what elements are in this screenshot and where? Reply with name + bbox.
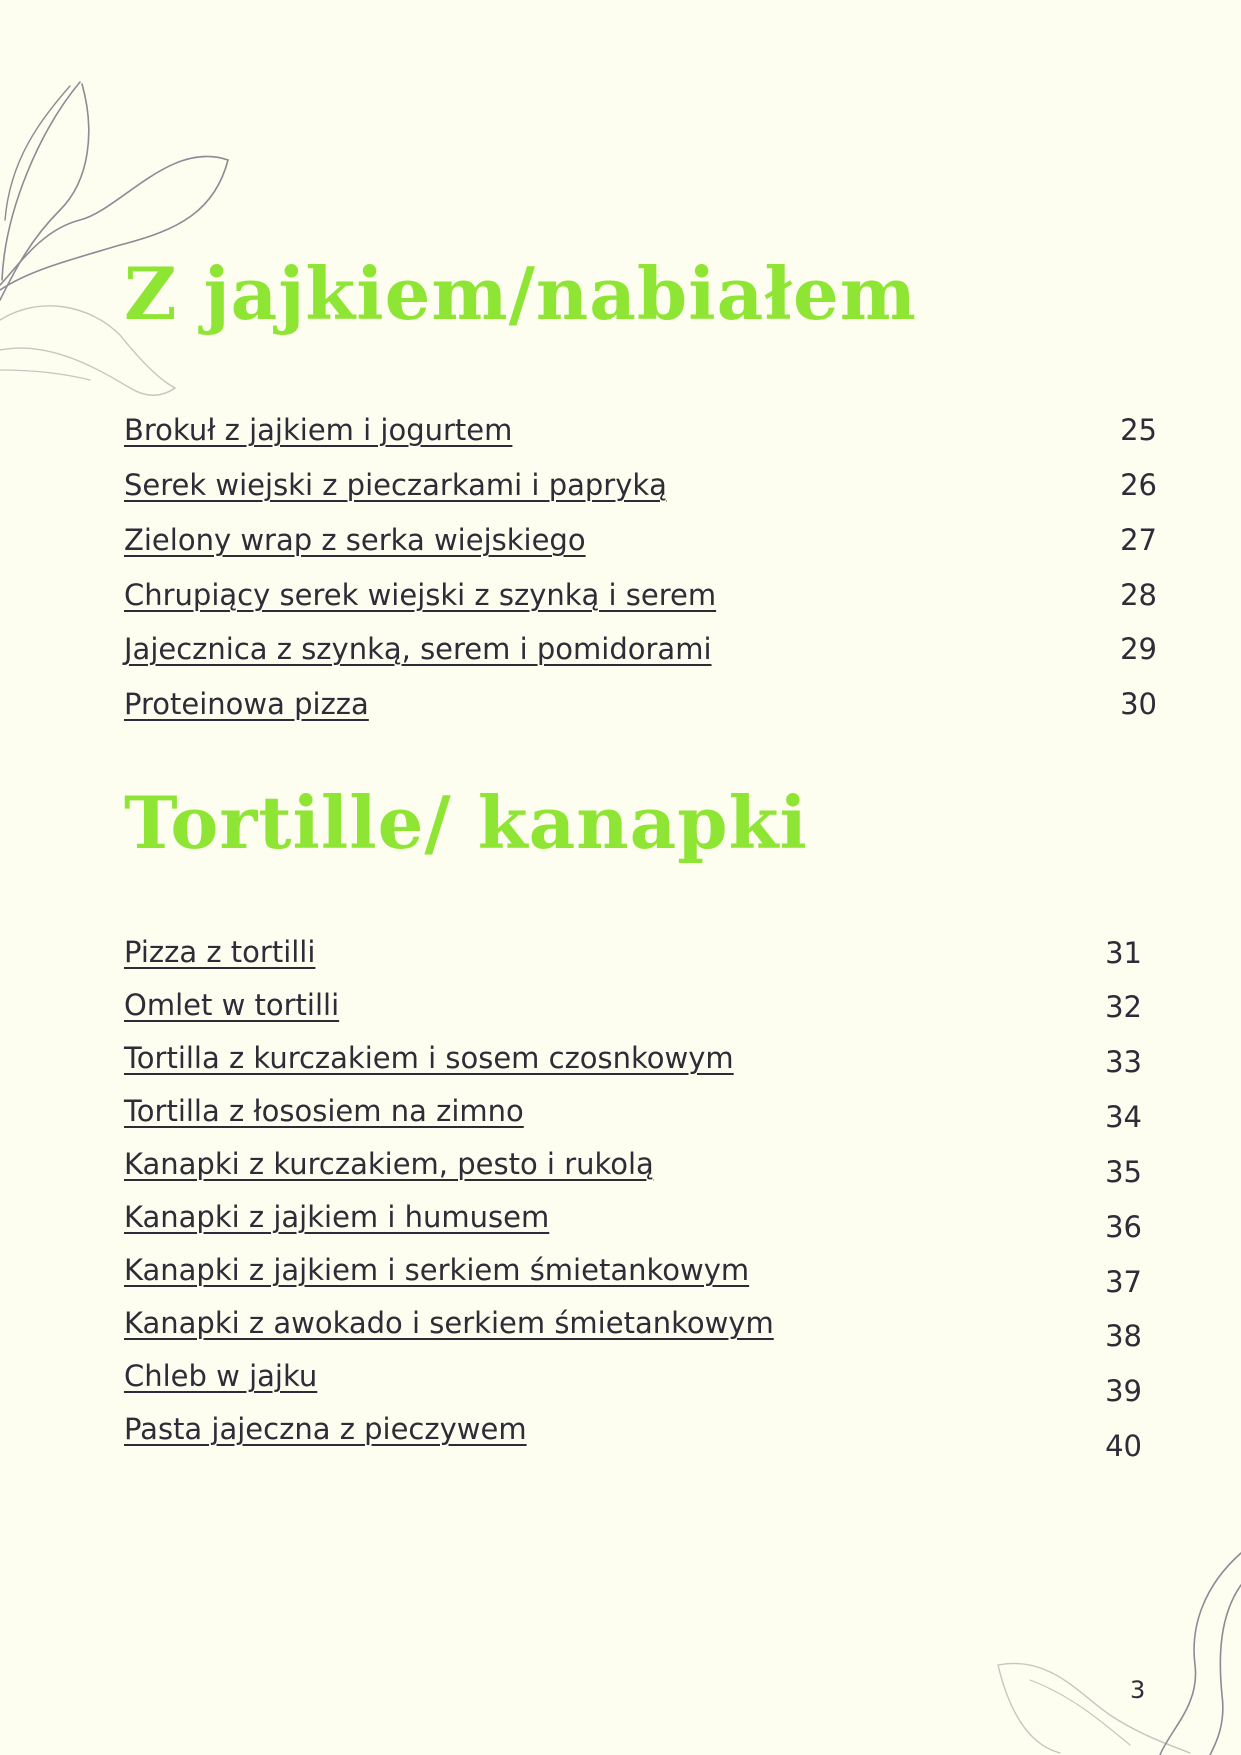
toc-entry-link[interactable]: Zielony wrap z serka wiejskiego bbox=[124, 523, 586, 557]
toc-entry-link[interactable]: Kanapki z jajkiem i humusem bbox=[124, 1200, 550, 1234]
toc-entry-link[interactable]: Kanapki z awokado i serkiem śmietankowym bbox=[124, 1306, 774, 1340]
toc-page-number: 29 bbox=[1120, 632, 1157, 666]
toc-entry-link[interactable]: Tortilla z kurczakiem i sosem czosnkowym bbox=[124, 1041, 734, 1075]
toc-entry-link[interactable]: Chrupiący serek wiejski z szynką i serem bbox=[124, 578, 717, 612]
page-number: 3 bbox=[1130, 1676, 1146, 1704]
toc-page-number: 38 bbox=[1105, 1319, 1142, 1353]
toc-page-number: 25 bbox=[1120, 413, 1157, 447]
toc-entry-link[interactable]: Omlet w tortilli bbox=[124, 988, 340, 1022]
toc-entry-link[interactable]: Jajecznica z szynką, serem i pomidorami bbox=[124, 632, 712, 666]
toc-entry-link[interactable]: Proteinowa pizza bbox=[124, 687, 369, 721]
toc-entry-link[interactable]: Kanapki z jajkiem i serkiem śmietankowym bbox=[124, 1253, 750, 1287]
toc-entry-link[interactable]: Pasta jajeczna z pieczywem bbox=[124, 1412, 527, 1446]
toc-entry-link[interactable]: Chleb w jajku bbox=[124, 1359, 318, 1393]
toc-page-number: 37 bbox=[1105, 1265, 1142, 1299]
toc-entry-link[interactable]: Tortilla z łososiem na zimno bbox=[124, 1094, 524, 1128]
toc-page-number: 33 bbox=[1105, 1045, 1142, 1079]
toc-page-number: 35 bbox=[1105, 1155, 1142, 1189]
toc-entry-link[interactable]: Pizza z tortilli bbox=[124, 935, 316, 969]
toc-page-number: 40 bbox=[1105, 1429, 1142, 1463]
toc-page-number: 28 bbox=[1120, 578, 1157, 612]
section-heading-eggs-dairy: Z jajkiem/nabiałem bbox=[124, 251, 917, 336]
toc-page-number: 30 bbox=[1120, 687, 1157, 721]
leaf-decoration-top-left bbox=[0, 70, 240, 410]
toc-entry-link[interactable]: Brokuł z jajkiem i jogurtem bbox=[124, 413, 513, 447]
toc-page-number: 26 bbox=[1120, 468, 1157, 502]
toc-page-number: 34 bbox=[1105, 1100, 1142, 1134]
toc-page-number: 27 bbox=[1120, 523, 1157, 557]
toc-entry-link[interactable]: Kanapki z kurczakiem, pesto i rukolą bbox=[124, 1147, 654, 1181]
leaf-decoration-bottom-right bbox=[990, 1545, 1241, 1755]
toc-page-number: 32 bbox=[1105, 990, 1142, 1024]
toc-entry-link[interactable]: Serek wiejski z pieczarkami i papryką bbox=[124, 468, 667, 502]
section-heading-tortillas-sandwiches: Tortille/ kanapki bbox=[124, 780, 808, 865]
toc-page-number: 36 bbox=[1105, 1210, 1142, 1244]
toc-page-number: 31 bbox=[1105, 936, 1142, 970]
toc-page-number: 39 bbox=[1105, 1374, 1142, 1408]
